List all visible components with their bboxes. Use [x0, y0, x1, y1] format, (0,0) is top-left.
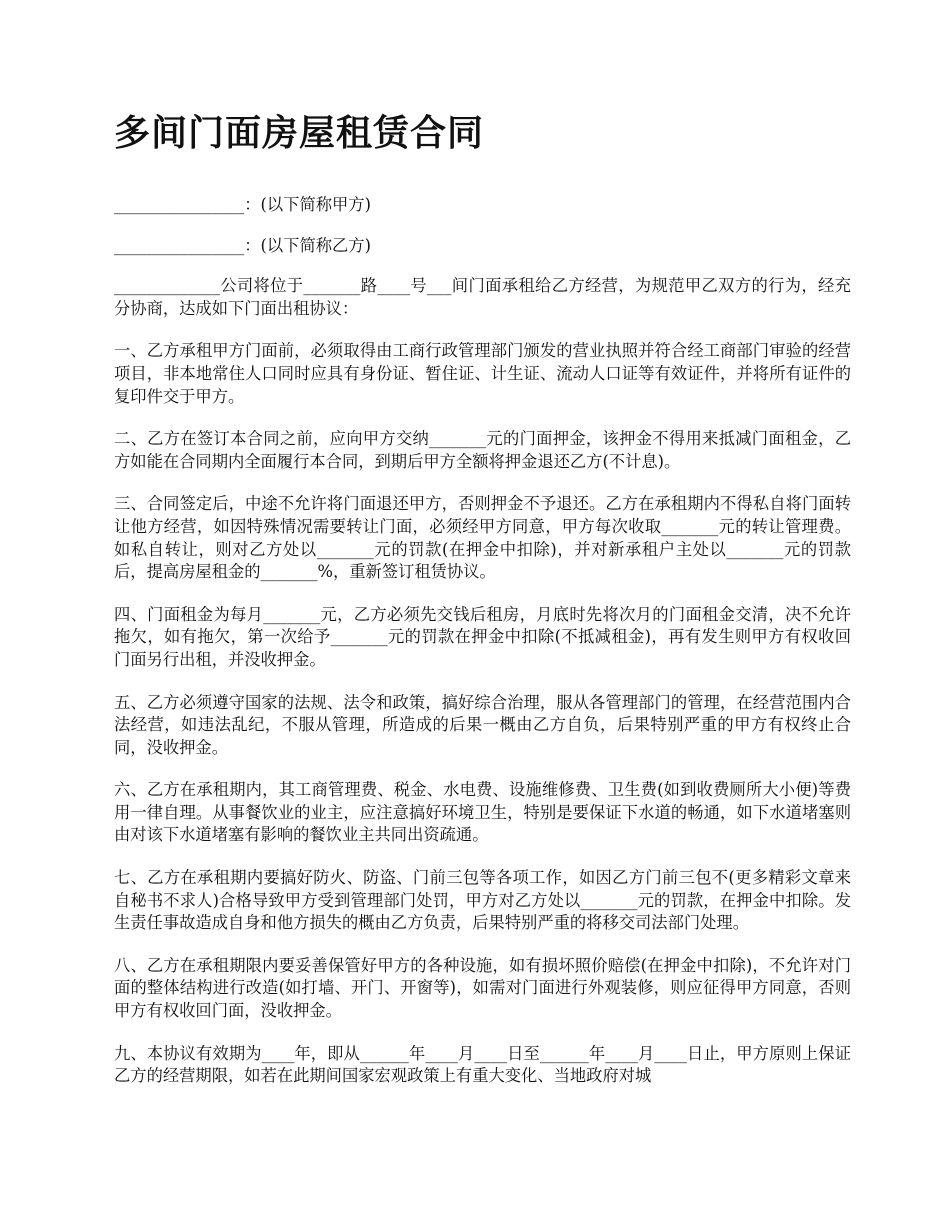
- clause-1: 一、乙方承租甲方门面前，必须取得由工商行政管理部门颁发的营业执照并符合经工商部门审验的经营项目，非本地常住人口同时应具有身份证、暂住证、计生证、流动人口证等有效证件，并将所有证件的复印件交于甲方。: [114, 341, 851, 406]
- clause-5: 五、乙方必须遵守国家的法规、法令和政策，搞好综合治理，服从各管理部门的管理，在经营范围内合法经营，如违法乱纪，不服从管理，所造成的后果一概由乙方自负，后果特别严重的甲方有权终止合同，没收押金。: [114, 692, 851, 757]
- clause-3: 三、合同签定后，中途不允许将门面退还甲方，否则押金不予退还。乙方在承租期内不得私自将门面转让他方经营，如因特殊情况需要转让门面，必须经甲方同意，甲方每次收取_______元的转让管理费。如私自转让，则对乙方处以_______元的罚款(在押金中扣除)，并对新承租户主处以_______元的罚款后，提高房屋租金的_______%，重新签订租赁协议。: [114, 494, 851, 582]
- clause-7: 七、乙方在承租期内要搞好防火、防盗、门前三包等各项工作，如因乙方门前三包不(更多精彩文章来自秘书不求人)合格导致甲方受到管理部门处罚，甲方对乙方处以_______元的罚款，在押金中扣除。发生责任事故造成自身和他方损失的概由乙方负责，后果特别严重的将移交司法部门处理。: [114, 868, 851, 933]
- clause-4: 四、门面租金为每月_______元，乙方必须先交钱后租房，月底时先将次月的门面租金交清，决不允许拖欠，如有拖欠，第一次给予_______元的罚款在押金中扣除(不抵减租金)，再有发生则甲方有权收回门面另行出租，并没收押金。: [114, 604, 851, 669]
- party-a-line: ________________：(以下简称甲方): [114, 195, 371, 214]
- document-title: 多间门面房屋租赁合同: [114, 113, 485, 154]
- contract-page: [114, 108, 851, 1108]
- intro-paragraph: _____________公司将位于_______路____号___间门面承租给乙方经营，为规范甲乙双方的行为，经充分协商，达成如下门面出租协议：: [114, 276, 851, 318]
- clause-9: 九、本协议有效期为____年，即从______年____月____日至______年____月____日止，甲方原则上保证乙方的经营期限，如若在此期间国家宏观政策上有重大变化、当地政府对城: [114, 1043, 851, 1086]
- clause-8: 八、乙方在承租期限内要妥善保管好甲方的各种设施，如有损坏照价赔偿(在押金中扣除)，不允许对门面的整体结构进行改造(如打墙、开门、开窗等)，如需对门面进行外观装修，则应征得甲方同意，否则甲方有权收回门面，没收押金。: [114, 955, 851, 1021]
- clause-6: 六、乙方在承租期内，其工商管理费、税金、水电费、设施维修费、卫生费(如到收费厕所大小便)等费用一律自理。从事餐饮业的业主，应注意搞好环境卫生，特别是要保证下水道的畅通，如下水道堵塞则由对该下水道堵塞有影响的餐饮业主共同出资疏通。: [114, 780, 851, 845]
- clause-2: 二、乙方在签订本合同之前，应向甲方交纳_______元的门面押金，该押金不得用来抵减门面租金，乙方如能在合同期内全面履行本合同，到期后甲方全额将押金退还乙方(不计息)。: [114, 429, 851, 471]
- party-b-line: ________________：(以下简称乙方): [114, 235, 371, 255]
